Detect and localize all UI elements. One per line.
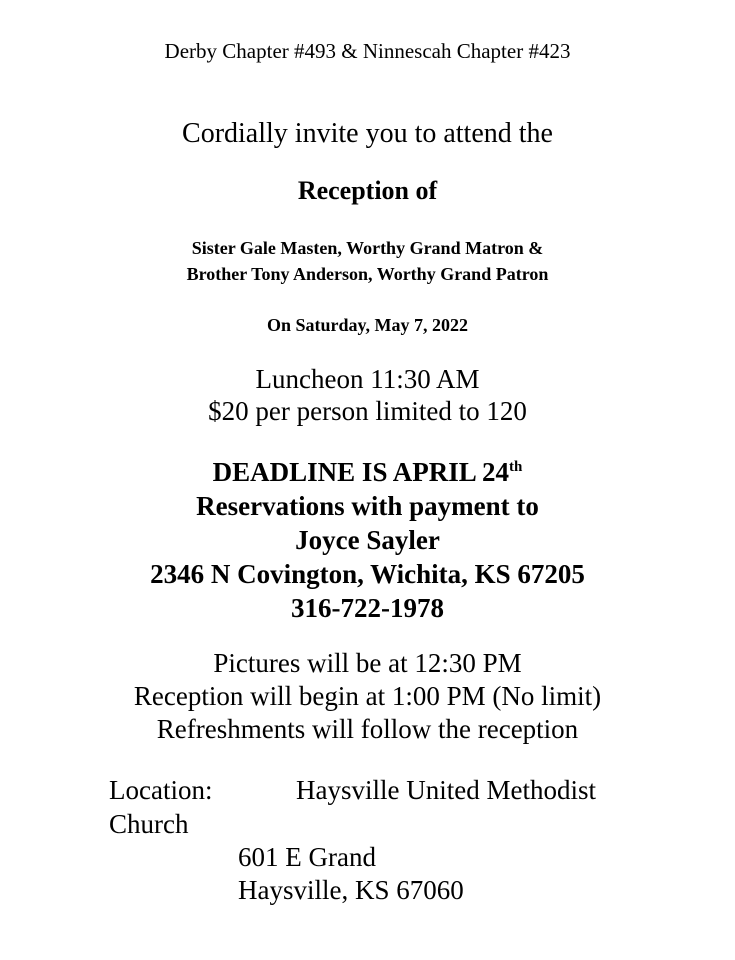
deadline-line [0, 455, 735, 489]
luncheon-price: $20 per person limited to 120 [208, 396, 527, 426]
location-block [109, 773, 596, 841]
deadline-ordinal-suffix: th [508, 459, 523, 475]
luncheon-block [0, 363, 735, 427]
honoree-matron: Sister Gale Masten, Worthy Grand Matron & [191, 238, 544, 258]
honoree-patron: Brother Tony Anderson, Worthy Grand Patron [186, 264, 549, 284]
location-label: Location: [109, 775, 213, 805]
venue-address [238, 841, 464, 907]
schedule-refreshments: Refreshments will follow the reception [156, 714, 579, 744]
contact-name: Joyce Sayler [295, 525, 440, 555]
deadline-block [0, 455, 735, 625]
contact-phone: 316-722-1978 [291, 593, 444, 623]
honorees-block [0, 235, 735, 287]
reception-title: Reception of [297, 176, 438, 205]
event-date: On Saturday, May 7, 2022 [266, 315, 469, 335]
invite-line: Cordially invite you to attend the [182, 118, 553, 149]
luncheon-time: Luncheon 11:30 AM [255, 364, 480, 394]
contact-address: 2346 N Covington, Wichita, KS 67205 [150, 559, 585, 589]
venue-city: Haysville, KS 67060 [238, 875, 464, 905]
schedule-pictures: Pictures will be at 12:30 PM [213, 648, 522, 678]
reservations-line: Reservations with payment to [196, 491, 539, 521]
deadline-text: DEADLINE IS APRIL 24 [212, 457, 509, 487]
location-line [109, 773, 596, 807]
venue-street: 601 E Grand [238, 842, 376, 872]
venue-line1: Haysville United Methodist [296, 775, 596, 805]
schedule-reception: Reception will begin at 1:00 PM (No limit) [133, 681, 602, 711]
venue-line2: Church [109, 809, 189, 839]
chapters-header: Derby Chapter #493 & Ninnescah Chapter #423 [164, 39, 571, 63]
schedule-block [0, 647, 735, 746]
